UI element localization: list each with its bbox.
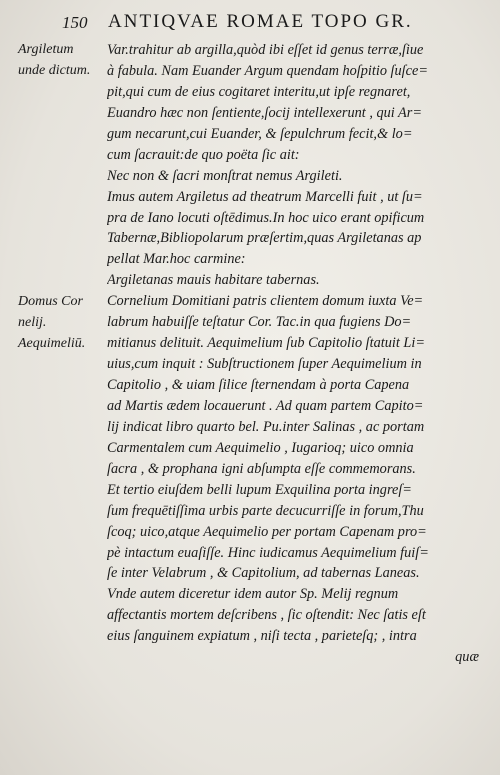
text-line: ſum frequētiſſima urbis parte decucurriſſe in forum,Thu (107, 502, 424, 519)
page-number: 150 (62, 13, 88, 32)
text-line: uius,cum inquit : Subſtructionem ſuper Aequimelium in (107, 356, 422, 373)
text-line: Carmentalem cum Aequimelio , Iugarioq; uico omnia (107, 439, 414, 456)
text-line: pit,qui cum de eius cogitaret interitu,ut ipſe regnaret, (107, 83, 411, 100)
text-line: Imus autem Argiletus ad theatrum Marcelli fuit , ut ſu= (107, 188, 423, 205)
text-line: pra de Iano locuti oſtēdimus.In hoc uico erant opificum (107, 209, 425, 226)
text-line: affectantis mortem deſcribens , ſic oſtendit: Nec ſatis eſt (107, 607, 426, 624)
text-line: Cornelium Domitiani patris clientem domum iuxta Ve= (107, 293, 424, 310)
text-line: Et tertio eiuſdem belli lupum Exquilina porta ingreſ= (107, 481, 412, 498)
text-line: Capitolio , & uiam ſilice ſternendam à porta Capena (107, 377, 410, 393)
text-line: ſcoq; uico,atque Aequimelio per portam Capenam pro= (107, 523, 427, 540)
margin-note-line: Aequimeliū. (18, 336, 86, 351)
text-line: pè intactum euaſiſſe. Hinc iudicamus Aequimelium fuiſ= (107, 544, 429, 561)
text-line: Var.trahitur ab argilla,quòd ibi eſſet id genus terræ,ſiue (107, 42, 424, 58)
text-line: eius ſanguinem expiatum , niſi tecta , parieteſq; , intra (107, 628, 417, 645)
text-line: Euandro hæc non ſentiente,ſocij intellexerunt , qui Ar= (107, 104, 422, 121)
text-line: gum necarunt,cui Euander, & ſepulchrum fecit,& lo= (107, 125, 413, 142)
text-line: pellat Mar.hoc carmine: (107, 251, 246, 268)
margin-note-domus-cornelij (18, 292, 106, 334)
text-line: Argiletanas mauis habitare tabernas. (107, 272, 320, 289)
margin-note-aequimelium (18, 334, 106, 355)
margin-note-line: nelij. (18, 314, 47, 330)
margin-note-line: unde dictum. (18, 62, 91, 78)
running-title: ANTIQVAE ROMAE TOPO GR. (108, 11, 413, 32)
text-line: quæ (455, 649, 479, 666)
text-line: ſe inter Velabrum , & Capitolium, ad tabernas Laneas. (107, 565, 420, 582)
page-header (0, 6, 500, 34)
text-line: Tabernæ,Bibliopolarum præſertim,quas Argiletanas ap (107, 230, 422, 247)
text-line: ſacra , & prophana igni abſumpta eſſe commemorans. (107, 460, 416, 477)
text-line: ad Martis ædem locauerunt . Ad quam partem Capito= (107, 397, 424, 414)
text-line: Nec non & ſacri monſtrat nemus Argileti. (107, 167, 343, 184)
text-line: à fabula. Nam Euander Argum quendam hoſpitio ſuſce= (107, 62, 428, 79)
text-line: labrum habuiſſe teſtatur Cor. Tac.in qua fugiens Do= (107, 314, 412, 331)
text-line: cum ſacrauit:de quo poëta ſic ait: (107, 146, 300, 163)
margin-note-line: Argiletum (18, 42, 74, 57)
body-text (107, 40, 479, 668)
text-line: lij indicat libro quarto bel. Pu.inter Salinas , ac portam (107, 418, 425, 435)
margin-note-line: Domus Cor (18, 294, 83, 309)
text-line: mitianus delituit. Aequimelium ſub Capitolio ſtatuit Li= (107, 335, 425, 352)
text-line: Vnde autem diceretur idem autor Sp. Melij regnum (107, 586, 399, 603)
margin-note-argiletum (18, 40, 106, 82)
